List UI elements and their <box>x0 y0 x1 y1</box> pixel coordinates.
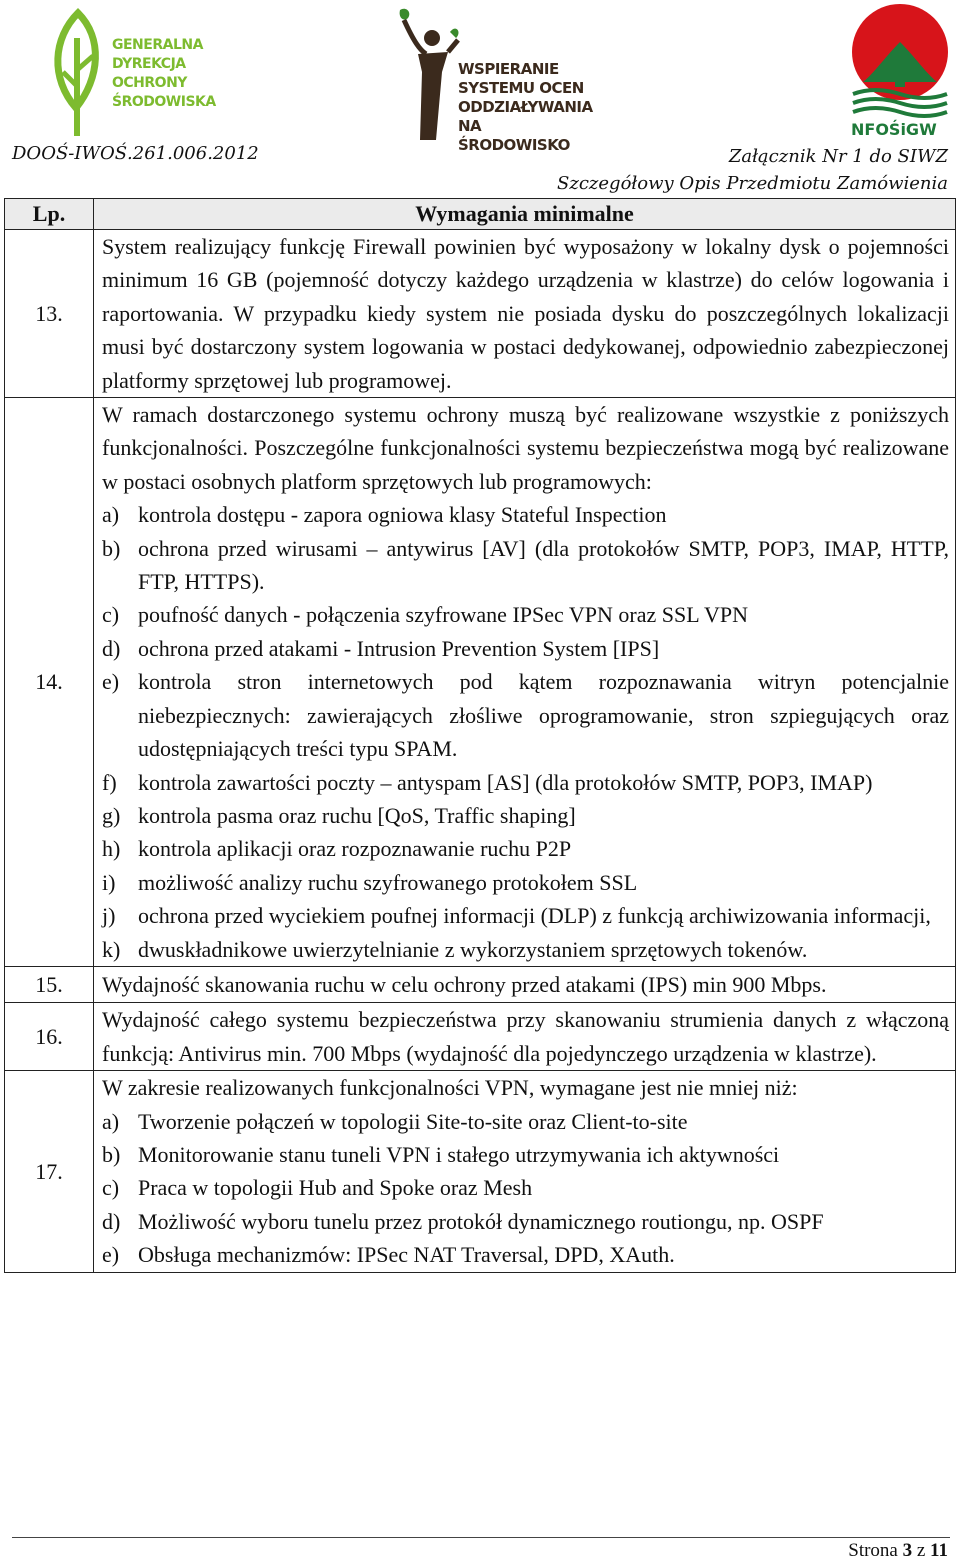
list-item-text: kontrola aplikacji oraz rozpoznawanie ruchu P2P <box>138 836 572 862</box>
list-item <box>102 899 949 932</box>
attachment-subtitle: Szczegółowy Opis Przedmiotu Zamówienia <box>557 173 948 194</box>
nfosigw-logo <box>845 2 955 142</box>
requirement-text <box>94 966 956 1002</box>
requirement-text <box>94 230 956 398</box>
requirement-text <box>94 398 956 967</box>
list-item-text: dwuskładnikowe uwierzytelnianie z wykorzystaniem sprzętowych tokenów. <box>138 936 808 962</box>
table-row-16 <box>5 1003 956 1071</box>
list-item-label: a) <box>102 502 120 528</box>
row-number: 17. <box>5 1071 94 1272</box>
requirement-text <box>94 1071 956 1272</box>
list-item-label: d) <box>102 1208 121 1234</box>
requirement-paragraph: W zakresie realizowanych funkcjonalności VPN, wymagane jest nie mniej niż: <box>102 1075 798 1101</box>
page-header <box>0 0 960 198</box>
requirement-paragraph: System realizujący funkcję Firewall powinien być wyposażony w lokalny dysk o pojemności minimum 16 GB (pojemność dotyczy każdego urządzenia w klastrze) do celów logowania i raportowania. W przypadku kiedy system nie posiada dysku do poszczególnych lokalizacji musi być dostarczony system logowania w postaci dedykowanej, odpowiednio zabezpieczonej platformy sprzętowej lub programowej. <box>102 234 949 393</box>
page-prefix: Strona <box>848 1540 898 1561</box>
list-item-text: Praca w topologii Hub and Spoke oraz Mesh <box>138 1175 533 1201</box>
list-item <box>102 632 949 665</box>
list-item <box>102 832 949 865</box>
list-item-text: poufność danych - połączenia szyfrowane IPSec VPN oraz SSL VPN <box>138 602 748 628</box>
document-id: DOOŚ-IWOŚ.261.006.2012 <box>12 143 259 164</box>
list-item <box>102 1238 949 1271</box>
list-item-text: kontrola pasma oraz ruchu [QoS, Traffic shaping] <box>138 802 576 828</box>
attachment-title: Załącznik Nr 1 do SIWZ <box>728 146 948 167</box>
list-item <box>102 532 949 599</box>
page-current: 3 <box>902 1540 913 1561</box>
list-item-label: k) <box>102 936 121 962</box>
list-item <box>102 866 949 899</box>
footer-rule <box>12 1537 950 1538</box>
requirement-paragraph: W ramach dostarczonego systemu ochrony muszą być realizowane wszystkie z poniższych funkcjonalności. Poszczególne funkcjonalności systemu bezpieczeństwa mogą być realizowane w postaci osobnych platform sprzętowych lub programowych: <box>102 402 949 494</box>
requirement-paragraph: Wydajność skanowania ruchu w celu ochrony przed atakami (IPS) min 900 Mbps. <box>102 971 827 997</box>
leaf-icon <box>48 8 108 138</box>
list-item <box>102 665 949 765</box>
list-item-label: a) <box>102 1108 120 1134</box>
list-item-text: Tworzenie połączeń w topologii Site-to-site oraz Client-to-site <box>138 1108 688 1134</box>
gdos-logo <box>48 8 216 138</box>
row-number: 14. <box>5 398 94 967</box>
list-item-label: h) <box>102 836 121 862</box>
page-number <box>848 1540 948 1562</box>
column-header-requirements: Wymagania minimalne <box>94 199 956 230</box>
list-item-text: Monitorowanie stanu tuneli VPN i stałego utrzymywania ich aktywności <box>138 1141 780 1167</box>
requirement-text <box>94 1003 956 1071</box>
page-separator: z <box>916 1540 926 1561</box>
list-item <box>102 933 949 966</box>
row-number: 15. <box>5 966 94 1002</box>
list-item-text: Możliwość wyboru tunelu przez protokół dynamicznego routiongu, np. OSPF <box>138 1208 824 1234</box>
gdos-logo-text: GENERALNA DYREKCJA OCHRONY ŚRODOWISKA <box>112 37 216 110</box>
function-list <box>102 498 949 966</box>
list-item-text: możliwość analizy ruchu szyfrowanego protokołem SSL <box>138 869 638 895</box>
list-item-label: j) <box>102 903 116 929</box>
column-header-lp: Lp. <box>5 199 94 230</box>
table-row-15 <box>5 966 956 1002</box>
list-item <box>102 1105 949 1138</box>
nfosigw-logo-text: NFOŚiGW <box>851 120 937 139</box>
list-item-label: i) <box>102 869 116 895</box>
person-tree-icon <box>392 2 462 142</box>
list-item <box>102 598 949 631</box>
list-item-label: e) <box>102 1242 120 1268</box>
table-row-17 <box>5 1071 956 1272</box>
list-item-label: c) <box>102 1175 120 1201</box>
vpn-function-list <box>102 1105 949 1272</box>
list-item-label: b) <box>102 535 121 561</box>
list-item-text: ochrona przed wirusami – antywirus [AV] (dla protokołów SMTP, POP3, IMAP, HTTP, FTP, HTTPS). <box>138 535 949 595</box>
list-item <box>102 1138 949 1171</box>
row-number: 16. <box>5 1003 94 1071</box>
list-item <box>102 1171 949 1204</box>
row-number: 13. <box>5 230 94 398</box>
table-row-13 <box>5 230 956 398</box>
list-item-text: kontrola zawartości poczty – antyspam [AS] (dla protokołów SMTP, POP3, IMAP) <box>138 769 873 795</box>
list-item-label: c) <box>102 602 120 628</box>
wsoos-logo-text: WSPIERANIE SYSTEMU OCEN ODDZIAŁYWANIA NA ŚRODOWISKO <box>458 60 593 154</box>
list-item <box>102 1205 949 1238</box>
list-item-text: ochrona przed wyciekiem poufnej informacji (DLP) z funkcją archiwizowania informacji, <box>138 903 931 929</box>
table-header-row <box>5 199 956 230</box>
attachment-label <box>557 143 948 197</box>
list-item-label: g) <box>102 802 121 828</box>
list-item <box>102 498 949 531</box>
nfosigw-emblem-icon <box>845 2 955 120</box>
requirements-table <box>4 198 956 1273</box>
list-item-text: kontrola stron internetowych pod kątem rozpoznawania witryn potencjalnie niebezpiecznych: zawierających złośliwe oprogramowanie, stron szpiegujących oraz udostępniających treści typu SPAM. <box>138 669 949 762</box>
list-item-text: Obsługa mechanizmów: IPSec NAT Traversal, DPD, XAuth. <box>138 1242 675 1268</box>
list-item-label: d) <box>102 635 121 661</box>
list-item-label: e) <box>102 669 120 695</box>
list-item-text: ochrona przed atakami - Intrusion Prevention System [IPS] <box>138 635 660 661</box>
list-item-label: f) <box>102 769 117 795</box>
list-item <box>102 766 949 799</box>
list-item-label: b) <box>102 1141 121 1167</box>
list-item <box>102 799 949 832</box>
table-row-14 <box>5 398 956 967</box>
list-item-text: kontrola dostępu - zapora ogniowa klasy Stateful Inspection <box>138 502 667 528</box>
requirement-paragraph: Wydajność całego systemu bezpieczeństwa przy skanowaniu strumienia danych z włączoną funkcją: Antivirus min. 700 Mbps (wydajność dla pojedynczego urządzenia w klastrze). <box>102 1007 949 1066</box>
wsoos-logo <box>392 2 593 154</box>
page-total: 11 <box>930 1540 948 1561</box>
